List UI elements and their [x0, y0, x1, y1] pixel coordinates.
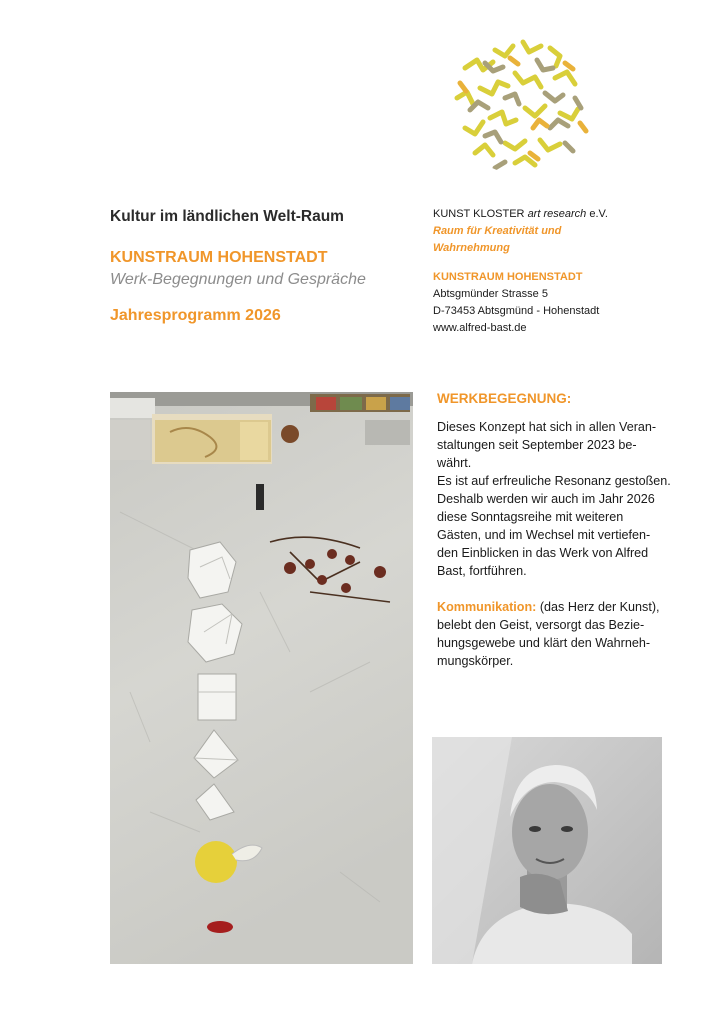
p1-line: den Einblicken in das Werk von Alfred — [437, 546, 649, 560]
p1-line: Es ist auf erfreuliche Resonanz gestoßen. — [437, 474, 671, 488]
portrait-photo — [432, 737, 662, 964]
p1-line: staltungen seit September 2023 be- — [437, 438, 637, 452]
p1-line: währt. — [437, 456, 472, 470]
slogan-line2: Wahrnehmung — [433, 242, 510, 254]
werkbegegnung-heading: WERKBEGEGNUNG: — [437, 391, 572, 406]
kunst-kloster-logo — [445, 28, 605, 178]
subtitle: Werk-Begegnungen und Gespräche — [110, 271, 366, 288]
p1-line: Dieses Konzept hat sich in allen Veran- — [437, 420, 657, 434]
table-photo — [110, 392, 413, 964]
org-name — [433, 206, 693, 223]
kommunikation-label: Kommunikation: — [437, 600, 537, 614]
org-name-suffix: e.V. — [589, 208, 608, 220]
jahresprogramm-title: Jahresprogramm 2026 — [110, 307, 281, 324]
p1-line: diese Sonntagsreihe mit weiteren — [437, 510, 624, 524]
paragraph-2 — [437, 598, 712, 670]
kunstraum-title: KUNSTRAUM HOHENSTADT — [110, 249, 328, 266]
website-link[interactable]: www.alfred-bast.de — [433, 322, 527, 334]
paragraph-1 — [437, 418, 712, 580]
right-header — [433, 206, 693, 337]
slogan-line1: Raum für Kreativität und — [433, 225, 562, 237]
address-city: D-73453 Abtsgmünd - Hohenstadt — [433, 305, 600, 317]
article-text — [437, 390, 712, 670]
org-name-italic: art research — [527, 208, 587, 220]
kultur-tagline: Kultur im ländlichen Welt-Raum — [110, 208, 344, 225]
p1-line: Deshalb werden wir auch im Jahr 2026 — [437, 492, 655, 506]
p2-line: (das Herz der Kunst), — [536, 600, 660, 614]
p2-line: mungskörper. — [437, 654, 514, 668]
p2-line: hungsgewebe und klärt den Wahrneh- — [437, 636, 651, 650]
org-name-text: KUNST KLOSTER — [433, 208, 525, 220]
left-header — [110, 208, 410, 325]
p1-line: Gästen, und im Wechsel mit vertiefen- — [437, 528, 651, 542]
address-street: Abtsgmünder Strasse 5 — [433, 288, 548, 300]
p1-line: Bast, fortführen. — [437, 564, 527, 578]
address-title: KUNSTRAUM HOHENSTADT — [433, 271, 583, 283]
p2-line: belebt den Geist, versorgt das Bezie- — [437, 618, 645, 632]
